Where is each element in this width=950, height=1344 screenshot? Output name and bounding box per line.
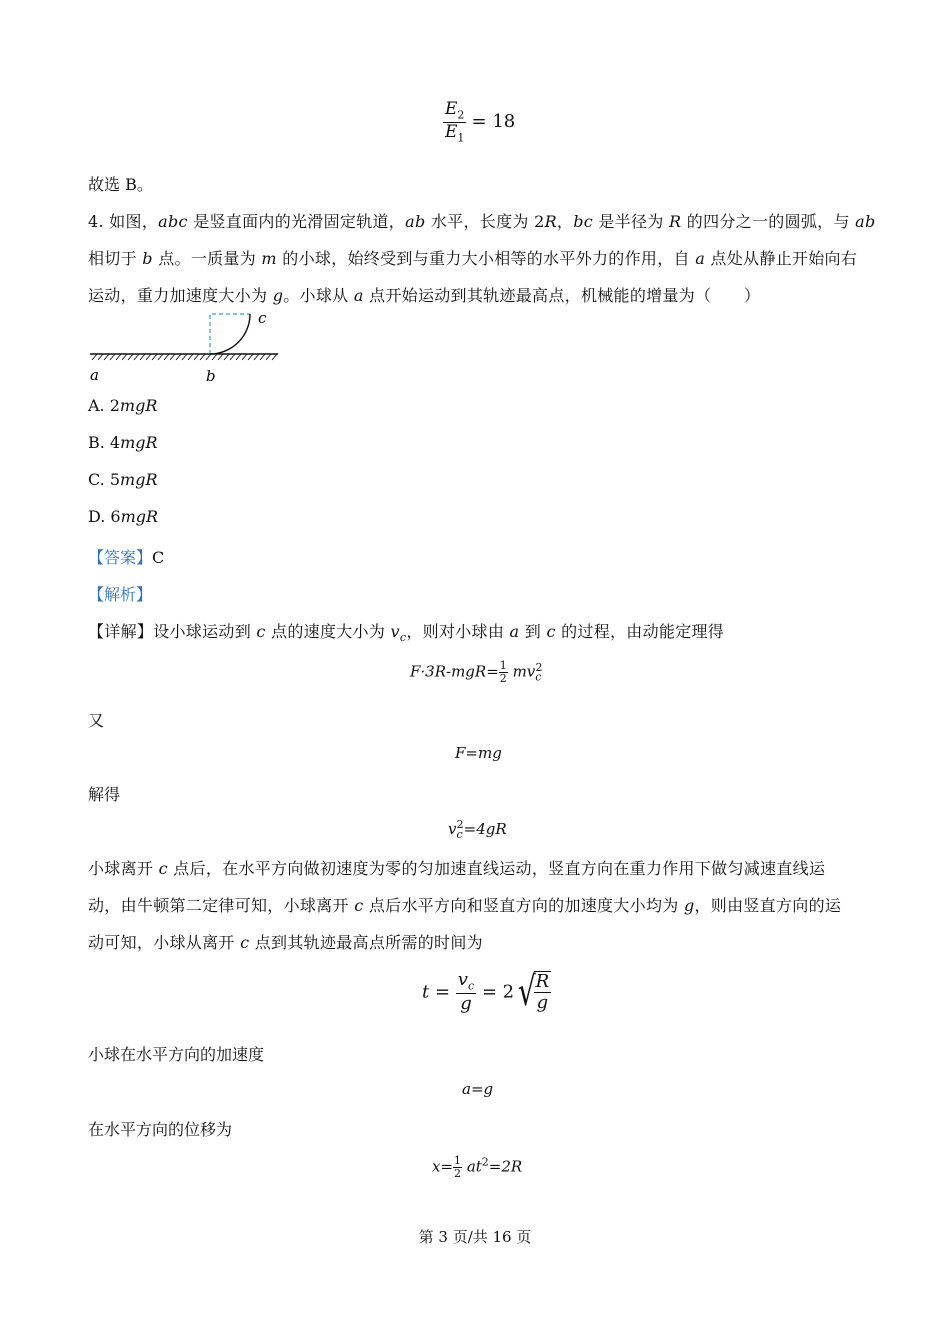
answer-value: C bbox=[152, 548, 165, 567]
q-text: 是竖直面内的光滑固定轨道， bbox=[187, 212, 406, 231]
text-jiede: 解得 bbox=[88, 785, 121, 804]
track-figure bbox=[86, 308, 286, 388]
d-text: 点的速度大小为 bbox=[265, 622, 391, 641]
eq-num-sub: 2 bbox=[457, 108, 465, 122]
option-d bbox=[88, 507, 158, 526]
q-text: 的小球，始终受到与重力大小相等的水平外力的作用，自 bbox=[276, 249, 696, 268]
p-var: c bbox=[158, 859, 168, 878]
d-var: c bbox=[546, 622, 556, 641]
equation-energy-ratio bbox=[443, 100, 515, 145]
analysis-tag: 【解析】 bbox=[88, 585, 153, 604]
eq1-sub: c bbox=[535, 670, 542, 684]
equation-force: F=mg bbox=[455, 744, 502, 762]
equation-time bbox=[422, 970, 551, 1015]
d-sub: c bbox=[399, 631, 407, 645]
p-var: g bbox=[683, 896, 695, 915]
q-var: bc bbox=[573, 212, 594, 231]
page-footer: 第 3 页/共 16 页 bbox=[418, 1228, 532, 1246]
option-expr: mgR bbox=[120, 507, 159, 526]
question-line-3 bbox=[88, 283, 760, 306]
eq4-g: g bbox=[536, 992, 549, 1014]
eq1-rhs: mv bbox=[512, 662, 536, 681]
q-var: ab bbox=[855, 212, 876, 231]
eq3-rhs: =4gR bbox=[463, 820, 507, 838]
arc-bc bbox=[210, 314, 250, 354]
q-text: 相切于 bbox=[88, 249, 143, 268]
q-var: ab bbox=[405, 212, 426, 231]
eq1-frac-d: 2 bbox=[499, 672, 507, 686]
q-text: 运动，重力加速度大小为 bbox=[88, 286, 273, 305]
q-text: 是半径为 bbox=[593, 212, 670, 231]
q-var: abc bbox=[158, 212, 188, 231]
eq4-num-sub: c bbox=[467, 979, 475, 993]
eq4-eq2: = 2 bbox=[481, 981, 515, 1003]
option-expr: mgR bbox=[120, 470, 158, 489]
q-text: 点开始运动到其轨迹最高点，机械能的增量为（ ） bbox=[363, 286, 761, 305]
option-letter: C. 5 bbox=[88, 470, 121, 489]
eq3-sup: 2 bbox=[456, 818, 464, 831]
p-var: c bbox=[240, 933, 250, 952]
q-var: b bbox=[142, 249, 153, 268]
eq3-sub: c bbox=[456, 828, 463, 841]
d-text: ，则对小球由 bbox=[406, 622, 510, 641]
d-text: 设小球运动到 bbox=[153, 622, 257, 641]
q-text: 点。一质量为 bbox=[152, 249, 262, 268]
para-line-1 bbox=[88, 856, 825, 879]
p-text: 动，由牛顿第二定律可知，小球离开 bbox=[88, 896, 355, 915]
detail-tag: 【详解】 bbox=[88, 622, 154, 641]
d-text: 到 bbox=[519, 622, 547, 641]
eq1-frac-n: 1 bbox=[499, 659, 507, 672]
eq4-R: R bbox=[535, 970, 550, 992]
d-var: a bbox=[509, 622, 520, 641]
eq4-t: t bbox=[422, 981, 430, 1003]
option-b bbox=[88, 433, 158, 452]
label-b: b bbox=[206, 367, 216, 385]
eq4-num: v bbox=[457, 969, 468, 990]
question-line-1 bbox=[88, 209, 876, 232]
q-text: 。小球从 bbox=[283, 286, 354, 305]
equation-displacement bbox=[432, 1155, 522, 1180]
d-var: v bbox=[390, 622, 400, 641]
q-var: R bbox=[669, 212, 682, 231]
eq6-lhs: x= bbox=[432, 1157, 454, 1176]
answer-line bbox=[88, 545, 164, 568]
eq4-den: g bbox=[460, 993, 472, 1015]
d-var: c bbox=[256, 622, 266, 641]
choose-prev: 故选 B。 bbox=[88, 175, 153, 194]
eq1-lhs: F·3R-mgR= bbox=[410, 662, 499, 681]
eq6-tail: =2R bbox=[488, 1157, 523, 1176]
eq6-d: 2 bbox=[454, 1167, 462, 1181]
p-text: 小球离开 bbox=[88, 859, 159, 878]
answer-tag: 【答案】 bbox=[88, 548, 153, 567]
equation-work-energy bbox=[410, 660, 542, 685]
accel-text: 小球在水平方向的加速度 bbox=[88, 1045, 265, 1064]
ground-hatching bbox=[92, 354, 277, 360]
eq3-v: v bbox=[448, 820, 457, 838]
p-text: ，则由竖直方向的运 bbox=[694, 896, 842, 915]
p-var: c bbox=[354, 896, 364, 915]
option-a bbox=[88, 396, 157, 415]
q-var: m bbox=[261, 249, 277, 268]
equation-velocity bbox=[448, 818, 507, 841]
q-text: 点处从静止开始向右 bbox=[705, 249, 858, 268]
detail-line bbox=[88, 619, 724, 644]
para-line-3 bbox=[88, 930, 483, 953]
option-c bbox=[88, 470, 158, 489]
p-text: 点到其轨迹最高点所需的时间为 bbox=[249, 933, 483, 952]
p-text: 点后，在水平方向做初速度为零的匀加速直线运动，竖直方向在重力作用下做匀减速直线运 bbox=[167, 859, 826, 878]
q-text: 4. 如图， bbox=[88, 212, 159, 231]
para-line-2 bbox=[88, 893, 841, 916]
eq-den-sub: 1 bbox=[457, 131, 465, 145]
q-var: a bbox=[695, 249, 706, 268]
eq4-eq: = bbox=[434, 981, 451, 1003]
option-expr: mgR bbox=[120, 433, 158, 452]
option-letter: A. 2 bbox=[88, 396, 120, 415]
sqrt-icon: √ bbox=[517, 969, 536, 1016]
disp-text: 在水平方向的位移为 bbox=[88, 1120, 233, 1139]
option-letter: D. 6 bbox=[88, 507, 121, 526]
q-text: ， bbox=[556, 212, 574, 231]
p-text: 动可知，小球从离开 bbox=[88, 933, 241, 952]
q-var: g bbox=[272, 286, 284, 305]
eq1-sup: 2 bbox=[535, 660, 543, 674]
eq6-sup: 2 bbox=[481, 1155, 489, 1169]
q-text: 的四分之一的圆弧，与 bbox=[681, 212, 856, 231]
eq-rhs: = 18 bbox=[471, 111, 516, 133]
equation-accel: a=g bbox=[462, 1080, 494, 1098]
label-c: c bbox=[258, 309, 267, 327]
question-line-2 bbox=[88, 246, 857, 269]
eq-den-E: E bbox=[445, 122, 458, 143]
d-text: 的过程，由动能定理得 bbox=[555, 622, 725, 641]
q-text: 水平，长度为 2 bbox=[425, 212, 545, 231]
label-a: a bbox=[90, 366, 99, 384]
eq-num-E: E bbox=[445, 99, 458, 119]
eq6-rhs: at bbox=[466, 1157, 482, 1176]
option-letter: B. 4 bbox=[88, 433, 121, 452]
eq6-n: 1 bbox=[454, 1154, 462, 1167]
text-you: 又 bbox=[88, 711, 105, 730]
q-var: a bbox=[353, 286, 364, 305]
q-var: R bbox=[544, 212, 557, 231]
p-text: 点后水平方向和竖直方向的加速度大小均为 bbox=[363, 896, 684, 915]
option-expr: mgR bbox=[119, 396, 158, 415]
